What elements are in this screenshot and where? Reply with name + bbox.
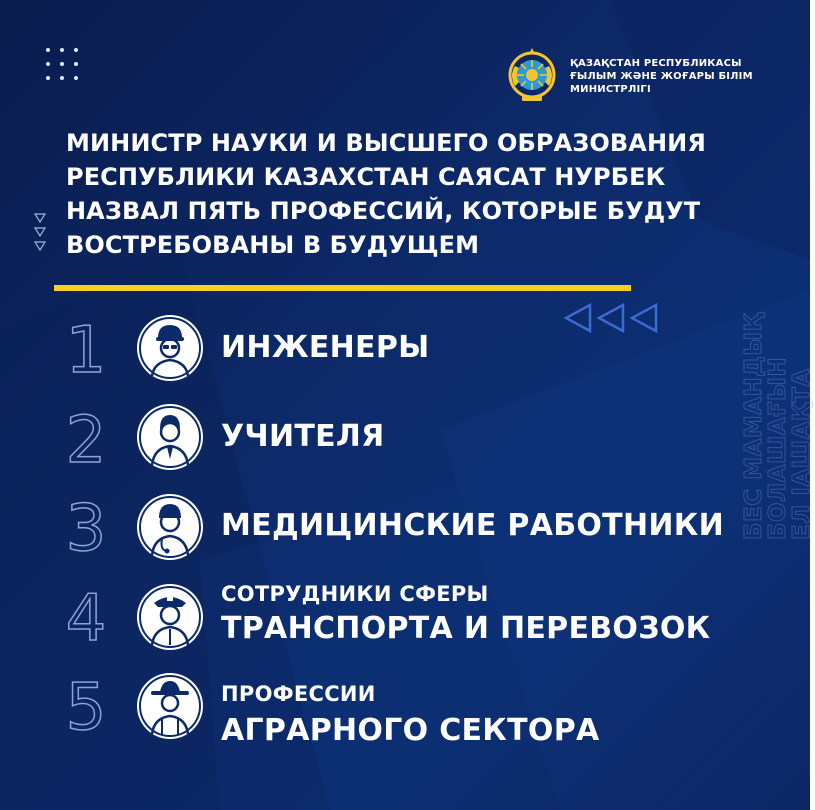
teacher-icon bbox=[134, 401, 206, 473]
ministry-line: ҒЫЛЫМ ЖӘНЕ ЖОҒАРЫ БІЛІМ bbox=[570, 71, 753, 82]
engineer-icon bbox=[134, 312, 206, 384]
svg-text:2: 2 bbox=[65, 404, 107, 478]
pilot-icon bbox=[134, 581, 206, 653]
headline-line: НАЗВАЛ ПЯТЬ ПРОФЕССИЙ, КОТОРЫЕ БУДУТ bbox=[66, 197, 701, 225]
profession-number bbox=[62, 404, 110, 478]
profession-label: ТРАНСПОРТА И ПЕРЕВОЗОК bbox=[221, 611, 711, 646]
profession-label: УЧИТЕЛЯ bbox=[221, 419, 385, 454]
profession-label: АГРАРНОГО СЕКТОРА bbox=[221, 713, 600, 748]
profession-number bbox=[62, 582, 110, 656]
vertical-word: БЕС МАМАНДЫҚ bbox=[741, 313, 767, 540]
vertical-word: ЕЛ ІАШАҚТА bbox=[789, 368, 815, 540]
ministry-line: ҚАЗАҚСТАН РЕСПУБЛИКАСЫ bbox=[570, 58, 742, 69]
profession-label-small: ПРОФЕССИИ bbox=[221, 682, 376, 706]
headline bbox=[66, 126, 756, 262]
dot-grid-icon bbox=[46, 46, 86, 86]
ministry-name bbox=[570, 57, 753, 96]
profession-label: МЕДИЦИНСКИЕ РАБОТНИКИ bbox=[221, 508, 724, 543]
triangle-stack-icon bbox=[34, 212, 46, 254]
headline-line: РЕСПУБЛИКИ КАЗАХСТАН САЯСАТ НУРБЕК bbox=[66, 163, 666, 191]
farmer-icon bbox=[134, 670, 206, 742]
profession-number bbox=[62, 671, 110, 745]
yellow-divider bbox=[54, 285, 631, 291]
triangle-arrows-icon bbox=[563, 303, 663, 333]
profession-label: ИНЖЕНЕРЫ bbox=[221, 330, 430, 365]
doctor-icon bbox=[134, 491, 206, 563]
headline-line: ВОСТРЕБОВАНЫ В БУДУЩЕМ bbox=[66, 231, 480, 259]
svg-text:5: 5 bbox=[65, 671, 107, 745]
ministry-line: МИНИСТРЛІГІ bbox=[570, 84, 651, 95]
svg-text:3: 3 bbox=[65, 492, 107, 566]
profession-label-small: СОТРУДНИКИ СФЕРЫ bbox=[221, 582, 489, 606]
profession-number bbox=[62, 492, 110, 566]
profession-number bbox=[62, 314, 110, 388]
vertical-word: БОЛАШАҒЫН bbox=[765, 356, 791, 540]
kazakhstan-emblem-icon bbox=[507, 46, 557, 104]
svg-text:1: 1 bbox=[65, 314, 107, 388]
svg-text:4: 4 bbox=[65, 582, 107, 656]
vertical-outline-words bbox=[742, 313, 814, 540]
headline-line: МИНИСТР НАУКИ И ВЫСШЕГО ОБРАЗОВАНИЯ bbox=[66, 129, 706, 157]
